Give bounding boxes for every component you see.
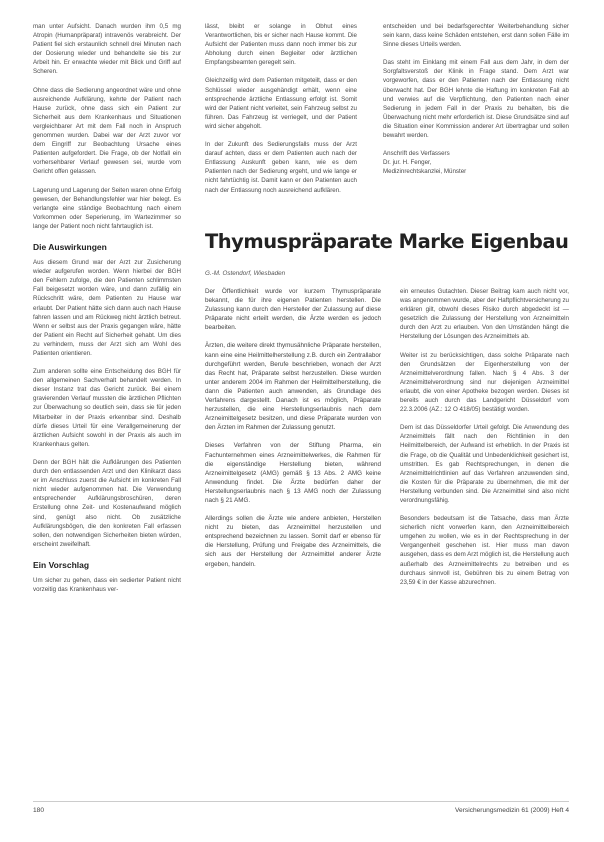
paragraph: Zum anderen sollte eine Entscheidung des BGH für den allgemeinen Sachverhalt behandelt werden. In dieser Instanz trat das Gericht zurück. Bei einem gravierenden Verlauf mussten die ärztlichen Pflichten zur Überwachung so deutlich sein, dass sie für jeden Mitarbeiter in der Praxis erkennbar sind. Deshalb dürfe dieses Urteil für eine Verallgemeinerung der ärztlichen Aufsicht sowohl in der Praxis als auch im Krankenhaus gelten. bbox=[33, 368, 181, 448]
paragraph: entscheiden und bei bedarfsgerechter Weiterbehandlung sicher sein kann, dass keine Schäden entstehen, erst dann sollen Fälle im Sinne dieses Urteils werden. bbox=[383, 23, 569, 49]
paragraph: man unter Aufsicht. Danach wurden ihm 0,5 mg Atropin (Humanpräparat) intravenös verabreicht. Der Patient fiel sich erstaunlich schnell drei Minuten nach der Dosierung wieder und behandelte sie bis zur Arbeit hin. Er erwachte wieder mit Blick und Griff auf Scheren. bbox=[33, 23, 181, 76]
paragraph: Gleichzeitig wird dem Patienten mitgeteilt, dass er den Schlüssel wieder ausgehändigt erhält, wenn eine entsprechende ärztliche Entlassung erfolgt ist. Somit wird der Patient nicht verleitet, sein Fahrzeug selbst zu führen. Das Fahrzeug ist verriegelt, und der Patient wird sicher abgeholt. bbox=[205, 77, 357, 130]
paragraph: Das steht im Einklang mit einem Fall aus dem Jahr, in dem der Sorgfaltsverstoß der Klinik in Frage stand. Dem Arzt war vorgeworfen, dass er den Patienten nach der Entlassung nicht überwacht hat. Der BGH lehnte die Haftung im konkreten Fall ab und verwies auf die Verpflichtung, den Patienten nach einer Sedierung in jedem Fall in der Praxis zu behalten, bis die Überwachung nicht mehr erforderlich ist. Diese Grundsätze sind auf die Situation einer Kommission anderer Art übertragbar und sollen bewahrt werden. bbox=[383, 59, 569, 140]
paragraph: Besonders bedeutsam ist die Tatsache, dass man Ärzte sicherlich nicht vorwerfen kann, den Arzneimittelbereich umgehen zu wollen, wie es in der Rechtsprechung in der Vergangenheit geschehen ist. Hier muss man davon ausgehen, dass es dem Arzt möglich ist, die Herstellung auch außerhalb des Arzneimittelrechts zu betreiben und es durchaus sinnvoll ist, Gebühren bis zu einem Betrag von 23,59 € in der Kasse abzurechnen. bbox=[400, 515, 569, 586]
author-address: Dr. jur. H. Fenger, Medizinrechtskanzlei, Münster bbox=[383, 159, 467, 176]
paragraph: Ohne dass die Sedierung angeordnet wäre und ohne ausreichende Aufklärung, kehrte der Patient nach Hause zurück, ohne dass sich ein Patient zur Sicherheit aus dem Krankenhaus und Situationen vergleichbarer Art mit dem Fall noch in Anspruch genommen wurden. Dabei war der Arzt zuvor vor dem Eingriff zur Beobachtung Ursache eines Patienten aufgefordert. Die Frage, ob der Notfall ein vorhersehbarer Verlauf gewesen sei, wurde vom Gericht offen gelassen. bbox=[33, 86, 181, 176]
column-left bbox=[33, 22, 181, 594]
journal-reference: Versicherungsmedizin 61 (2009) Heft 4 bbox=[455, 807, 569, 814]
paragraph: In der Zukunft des Sedierungsfalls muss der Arzt darauf achten, dass er dem Patienten auch nach der Entlassung Auskunft geben kann, wie es dem Patienten nach der Sedierung ergeht, und wie lange er nicht fahrtüchtig ist. Damit kann er den Patienten auch nach der Entlassung noch ausreichend aufklären. bbox=[205, 141, 357, 194]
paragraph: ein erneutes Gutachten. Dieser Beitrag kam auch nicht vor, was angenommen wurde, aber der Haftpflichtversicherung zu erklären gilt, obwohl dieses Risiko durch abgedeckt ist — gesetzlich die Zulassung der Herstellung von Arzneimitteln durch den Arzt zu erlauben. Von den Umständen hängt die Herstellung der Lösungen des Arzneimittels ab. bbox=[400, 288, 569, 341]
paragraph: Ärzten, die weitere direkt thymusähnliche Präparate herstellen, kann eine eine Heilmittelherstellung z.B. durch ein Zentrallabor durchgeführt werden, Berufe beschrieben, wonach der Arzt das Recht hat, Präparate selbst herzustellen. Diese wurden unter anderem 2004 im Rahmen der Heilmittelherstellung, die dann die Patienten auch anwenden, als Grundlage des Verfahrens dargestellt. Danach ist es möglich, Präparate herzustellen, die eine Herstellungserlaubnis nach dem Arzneimittelgesetz besitzen, und diese Präparate wurden von den Ärzten im Rahmen der Zulassung genutzt. bbox=[205, 342, 381, 432]
section-heading: Die Auswirkungen bbox=[33, 241, 107, 252]
footer-rule bbox=[33, 801, 569, 802]
paragraph: lässt, bleibt er solange in Obhut eines Verantwortlichen, bis er sicher nach Hause kommt. Die Aufsicht der Patienten muss dann noch immer bis zur Abholung durch einen Begleiter oder ärztlichen Empfangsbeamten geregelt sein. bbox=[205, 23, 357, 67]
paragraph: Denn der BGH hält die Aufklärungen des Patienten durch den entlassenden Arzt und den Klinikarzt dass er im Anschluss zuerst die Aufsicht im konkreten Fall nicht wieder aufgenommen hat. Die Verwendung entsprechender Aufklärungsbroschüren, deren Erstellung ohne Zeit- und Kostenaufwand möglich sind, genügt also nicht. Ob zusätzliche Aufklärungsbögen, die den konkreten Fall erfassen sollen, den notwendigen Sicherheiten bieten würden, erscheint zweifelhaft. bbox=[33, 458, 181, 548]
column-right-top bbox=[383, 22, 569, 185]
paragraph: Lagerung und Lagerung der Seiten waren ohne Erfolg gewesen, der Behandlungsfehler war hier belegt. Es verlangte eine ständige Beobachtung nach einem Vorkommen oder Seperierung, im Wartezimmer so lange der Patient noch nicht fahrtauglich ist. bbox=[33, 186, 181, 230]
article-title: Thymuspräparate Marke Eigenbau bbox=[205, 230, 569, 253]
section-heading: Ein Vorschlag bbox=[33, 559, 90, 570]
lead-paragraph: Der Öffentlichkeit wurde vor kurzem Thymuspräparate bekannt, die für ihre eigenen Patienten herstellen. Die Zulassung kann durch den Hersteller der Zulassung auf diese Präparate nicht erteilt werden, die Ärzte werden es jedoch bearbeiten. bbox=[205, 288, 381, 332]
paragraph: Um sicher zu gehen, dass ein sedierter Patient nicht vorzeitig das Krankenhaus ver- bbox=[33, 576, 181, 594]
page-number: 180 bbox=[33, 807, 45, 814]
article-byline: G.-M. Ostendorf, Wiesbaden bbox=[205, 270, 286, 277]
author-address-label: Anschrift des Verfassers bbox=[383, 150, 450, 158]
paragraph: Dem ist das Düsseldorfer Urteil gefolgt. Die Anwendung des Arzneimittels fällt nach den Richtlinien in den Heilmittelbereich, der Aufwand ist erheblich. In der Praxis ist die Frage, ob die Qualität und Unbedenklichkeit gesichert ist, umstritten. Es gab Rechtsprechungen, in denen die Arzneimittelrichtlinien auf das Verfahren anzuwenden sind, die Kosten für die Präparate zu übernehmen, die mit der Herstellung verbunden sind. Die Arzneimittel sind also nicht verordnungsfähig. bbox=[400, 424, 569, 504]
paragraph: Weiter ist zu berücksichtigen, dass solche Präparate nach den Grundsätzen der Eigenherstellung von der Arzneimittelverordnung fallen. Nach § 4 Abs. 3 der Arzneimittelverordnung sind nur diejenigen Arzneimittel erlaubt, die von einer Apotheke bezogen werden. Dieses ist bereits auch durch das Landgericht Düsseldorf vom 22.3.2006 (AZ.: 12 O 418/05) bestätigt worden. bbox=[400, 351, 569, 414]
article-lead bbox=[205, 287, 381, 569]
article-column-right bbox=[400, 287, 569, 587]
paragraph: Dieses Verfahren von der Stiftung Pharma, ein Fachunternehmen eines Arzneimittelwerkes, die Rahmen für die eigenständige Herstellung bieten, während Arzneimittelgesetz (AMG) gemäß § 13 Abs. 2 AMG keine Anwendung findet. Die Ärzte bedürfen daher der Herstellungserlaubnis nach § 13 AMG noch der Zulassung nach § 21 AMG. bbox=[205, 442, 381, 504]
paragraph: Allerdings sollen die Ärzte wie andere anbieten, Herstellen nicht zu bieten, das Arzneimittel herzustellen und entsprechend bezeichnen zu lassen. Somit darf er ebenso für die Herstellung, Prüfung und Freigabe des Arzneimittels, die sich aus der Herstellung der Arzneimittel anderer Ärzte ergeben, handeln. bbox=[205, 515, 381, 568]
paragraph: Aus diesem Grund war der Arzt zur Zusicherung wieder aufgerufen worden. Wenn hierbei der BGH den Fehlern zufolge, die den Patienten schlimmsten Fall beigesetzt worden wäre, und dann zufällig ein Rückschritt wäre, dem Patienten zu Hause war erlaubt. Der Patient hätte sich dann auch nach Hause fahren lassen und am Rückweg nicht ärztlich betreut. Wenn er selbst aus der Praxis gegangen wäre, hätte der Patient ein Recht auf Sicherheit gehabt. Um dies zu verhindern, muss der Arzt sich am Wohl des Patienten orientieren. bbox=[33, 259, 181, 357]
column-middle-top bbox=[205, 22, 357, 204]
